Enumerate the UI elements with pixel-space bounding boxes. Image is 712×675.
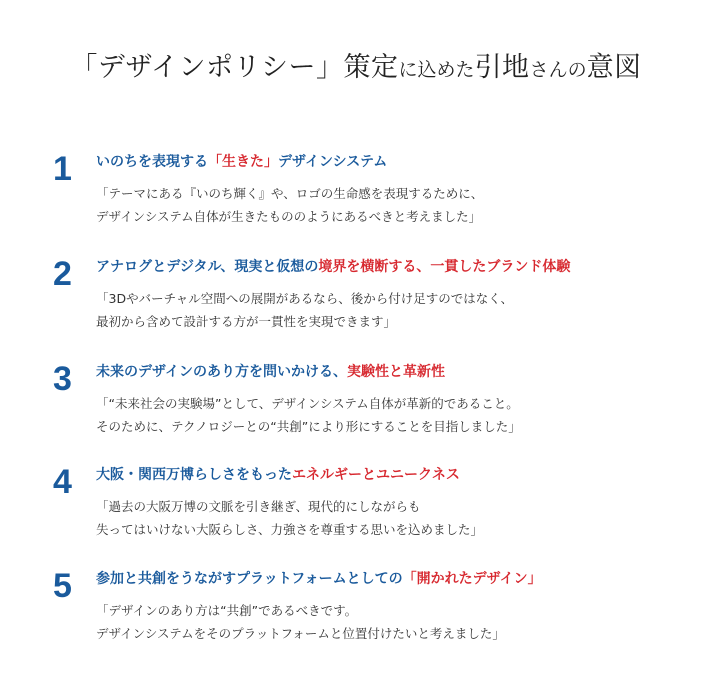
heading-main: いのちを表現する [96, 154, 208, 170]
heading-highlight: エネルギーとユニークネス [292, 467, 460, 483]
title-part-5: 意図 [586, 52, 642, 83]
description-line: 「3Dやバーチャル空間への展開があるなら、後から付け足すのではなく、 [96, 291, 513, 306]
heading-tail: デザインシステム [278, 154, 388, 170]
item-description [96, 599, 505, 645]
heading-highlight: 「開かれたデザイン」 [402, 571, 542, 587]
page-title [0, 54, 712, 81]
item-number: 1 [53, 150, 72, 188]
description-line: 「デザインのあり方は“共創”であるべきです。 [96, 603, 358, 618]
heading-highlight: 境界を横断する、一貫したブランド体験 [318, 259, 571, 275]
item-heading [96, 465, 460, 485]
heading-main: 未来のデザインのあり方を問いかける、 [96, 364, 348, 380]
description-line: 「テーマにある『いのち輝く』や、ロゴの生命感を表現するために、 [96, 186, 484, 201]
item-heading [96, 257, 570, 277]
description-line: 最初から含めて設計する方が一貫性を実現できます」 [96, 314, 397, 329]
description-line: デザインシステムをそのプラットフォームと位置付けたいと考えました」 [96, 626, 505, 641]
item-number: 5 [53, 567, 72, 605]
item-number: 2 [53, 255, 72, 293]
heading-highlight: 「生きた」 [208, 154, 278, 170]
item-heading [96, 152, 387, 172]
item-description [96, 495, 483, 541]
title-part-1: 「デザインポリシー」策定 [70, 52, 399, 83]
item-heading [96, 362, 445, 382]
description-line: そのために、テクノロジーとの“共創”により形にすることを目指しました」 [96, 419, 521, 434]
description-line: 失ってはいけない大阪らしさ、力強さを尊重する思いを込めました」 [96, 522, 484, 537]
title-part-4: さんの [529, 59, 587, 81]
heading-main: アナログとデジタル、現実と仮想の [96, 259, 319, 275]
heading-main: 参加と共創をうながすプラットフォームとしての [96, 571, 403, 587]
description-line: デザインシステム自体が生きたもののようにあるべきと考えました」 [96, 209, 482, 224]
heading-highlight: 実験性と革新性 [347, 364, 446, 380]
item-heading [96, 569, 542, 589]
item-description [96, 392, 521, 438]
item-number: 3 [53, 360, 72, 398]
item-description [96, 182, 483, 228]
description-line: 「“未来社会の実験場”として、デザインシステム自体が革新的であること。 [96, 396, 519, 411]
description-line: 「過去の大阪万博の文脈を引き継ぎ、現代的にしながらも [96, 499, 421, 514]
item-number: 4 [53, 463, 72, 501]
item-description [96, 287, 513, 333]
title-part-2: に込めた [398, 59, 475, 81]
heading-main: 大阪・関西万博らしさをもった [96, 467, 292, 483]
title-part-3: 引地 [474, 52, 530, 83]
